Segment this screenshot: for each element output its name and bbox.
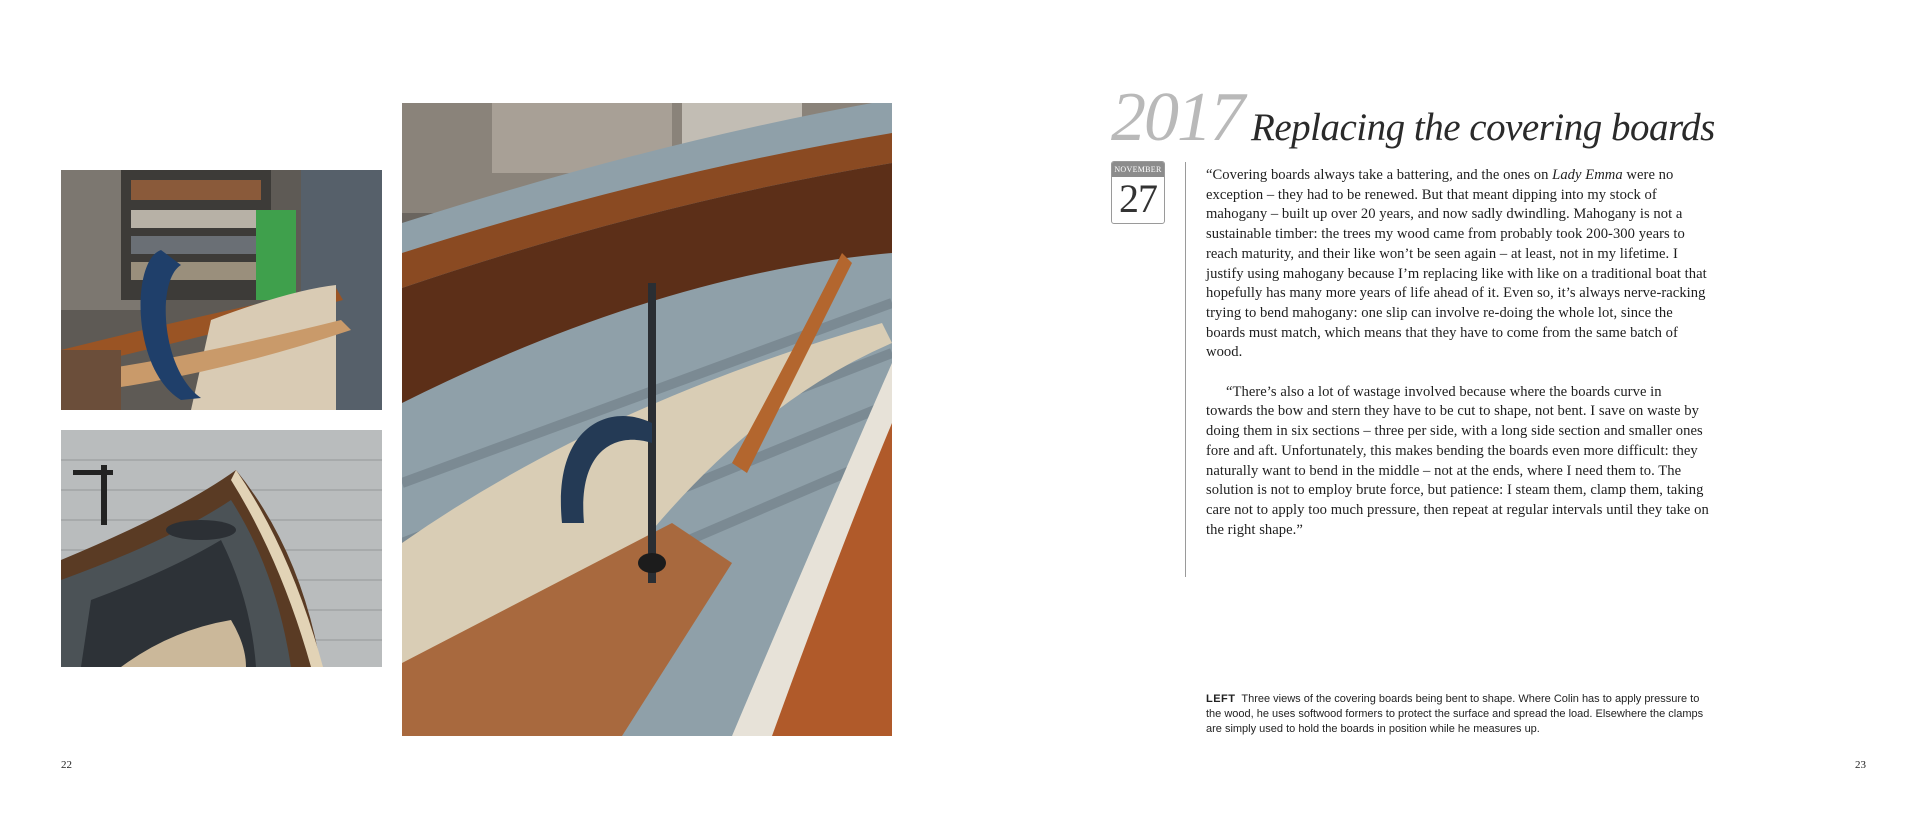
body-paragraph-1: [1206, 166, 1711, 363]
date-month: NOVEMBER: [1112, 162, 1164, 177]
covering-board-clamp-photo: [402, 103, 892, 736]
body-paragraph-2: “There’s also a lot of wastage involved because where the boards curve in towards the bow and stern they have to be cut to shape, not bent. I save on waste by doing them in six sections – three per side, with a long side section and smaller ones fore and aft. Unfortunately, this makes bending the boards even more difficult: they naturally want to bend in the middle – not at the ends, where I need them to. The solution is not to employ brute force, but patience: I steam them, clamp them, taking care not to apply too much pressure, then repeat at regular intervals until they take on the right shape.”: [1206, 383, 1709, 538]
page-number-left: 22: [61, 759, 72, 771]
boat-bow-photo: [61, 430, 382, 667]
p1-end: were no exception – they had to be renewed. But that meant dipping into my stock of mahogany – built up over 20 years, and now sadly dwindling. Mahogany is not a sustainable timber: the trees my wood came from probably took 200-300 years to reach maturity, and their like won’t be seen again – at least, not in my lifetime. I justify using mahogany because I’m replacing like with like on a traditional boat that hopefully has many more years of life ahead of it. Even so, it’s always nerve-racking trying to bend mahogany: one slip can involve re-doing the whole lot, since the boards must match, which means that they have to come from the same batch of wood.: [1206, 167, 1707, 361]
boat-name: Lady Emma: [1552, 167, 1623, 183]
calendar-date-badge: [1111, 161, 1165, 224]
entry-year: 2017: [1111, 79, 1243, 156]
body-text: [1206, 166, 1711, 540]
caption-label: LEFT: [1206, 693, 1236, 705]
page-number-right: 23: [1855, 759, 1866, 771]
photo-caption: [1206, 692, 1706, 737]
date-day: 27: [1119, 176, 1157, 221]
entry-heading: [1111, 78, 1715, 158]
caption-text: Three views of the covering boards being bent to shape. Where Colin has to apply pressure to the wood, he uses softwood formers to protect the surface and spread the load. Elsewhere the clamps are simply used to hold the boards in position while he measures up.: [1206, 693, 1704, 735]
vertical-rule: [1185, 162, 1186, 577]
entry-title: Replacing the covering boards: [1251, 106, 1715, 149]
p1-start: “Covering boards always take a battering, and the ones on: [1206, 167, 1553, 183]
workshop-clamp-photo: [61, 170, 382, 410]
